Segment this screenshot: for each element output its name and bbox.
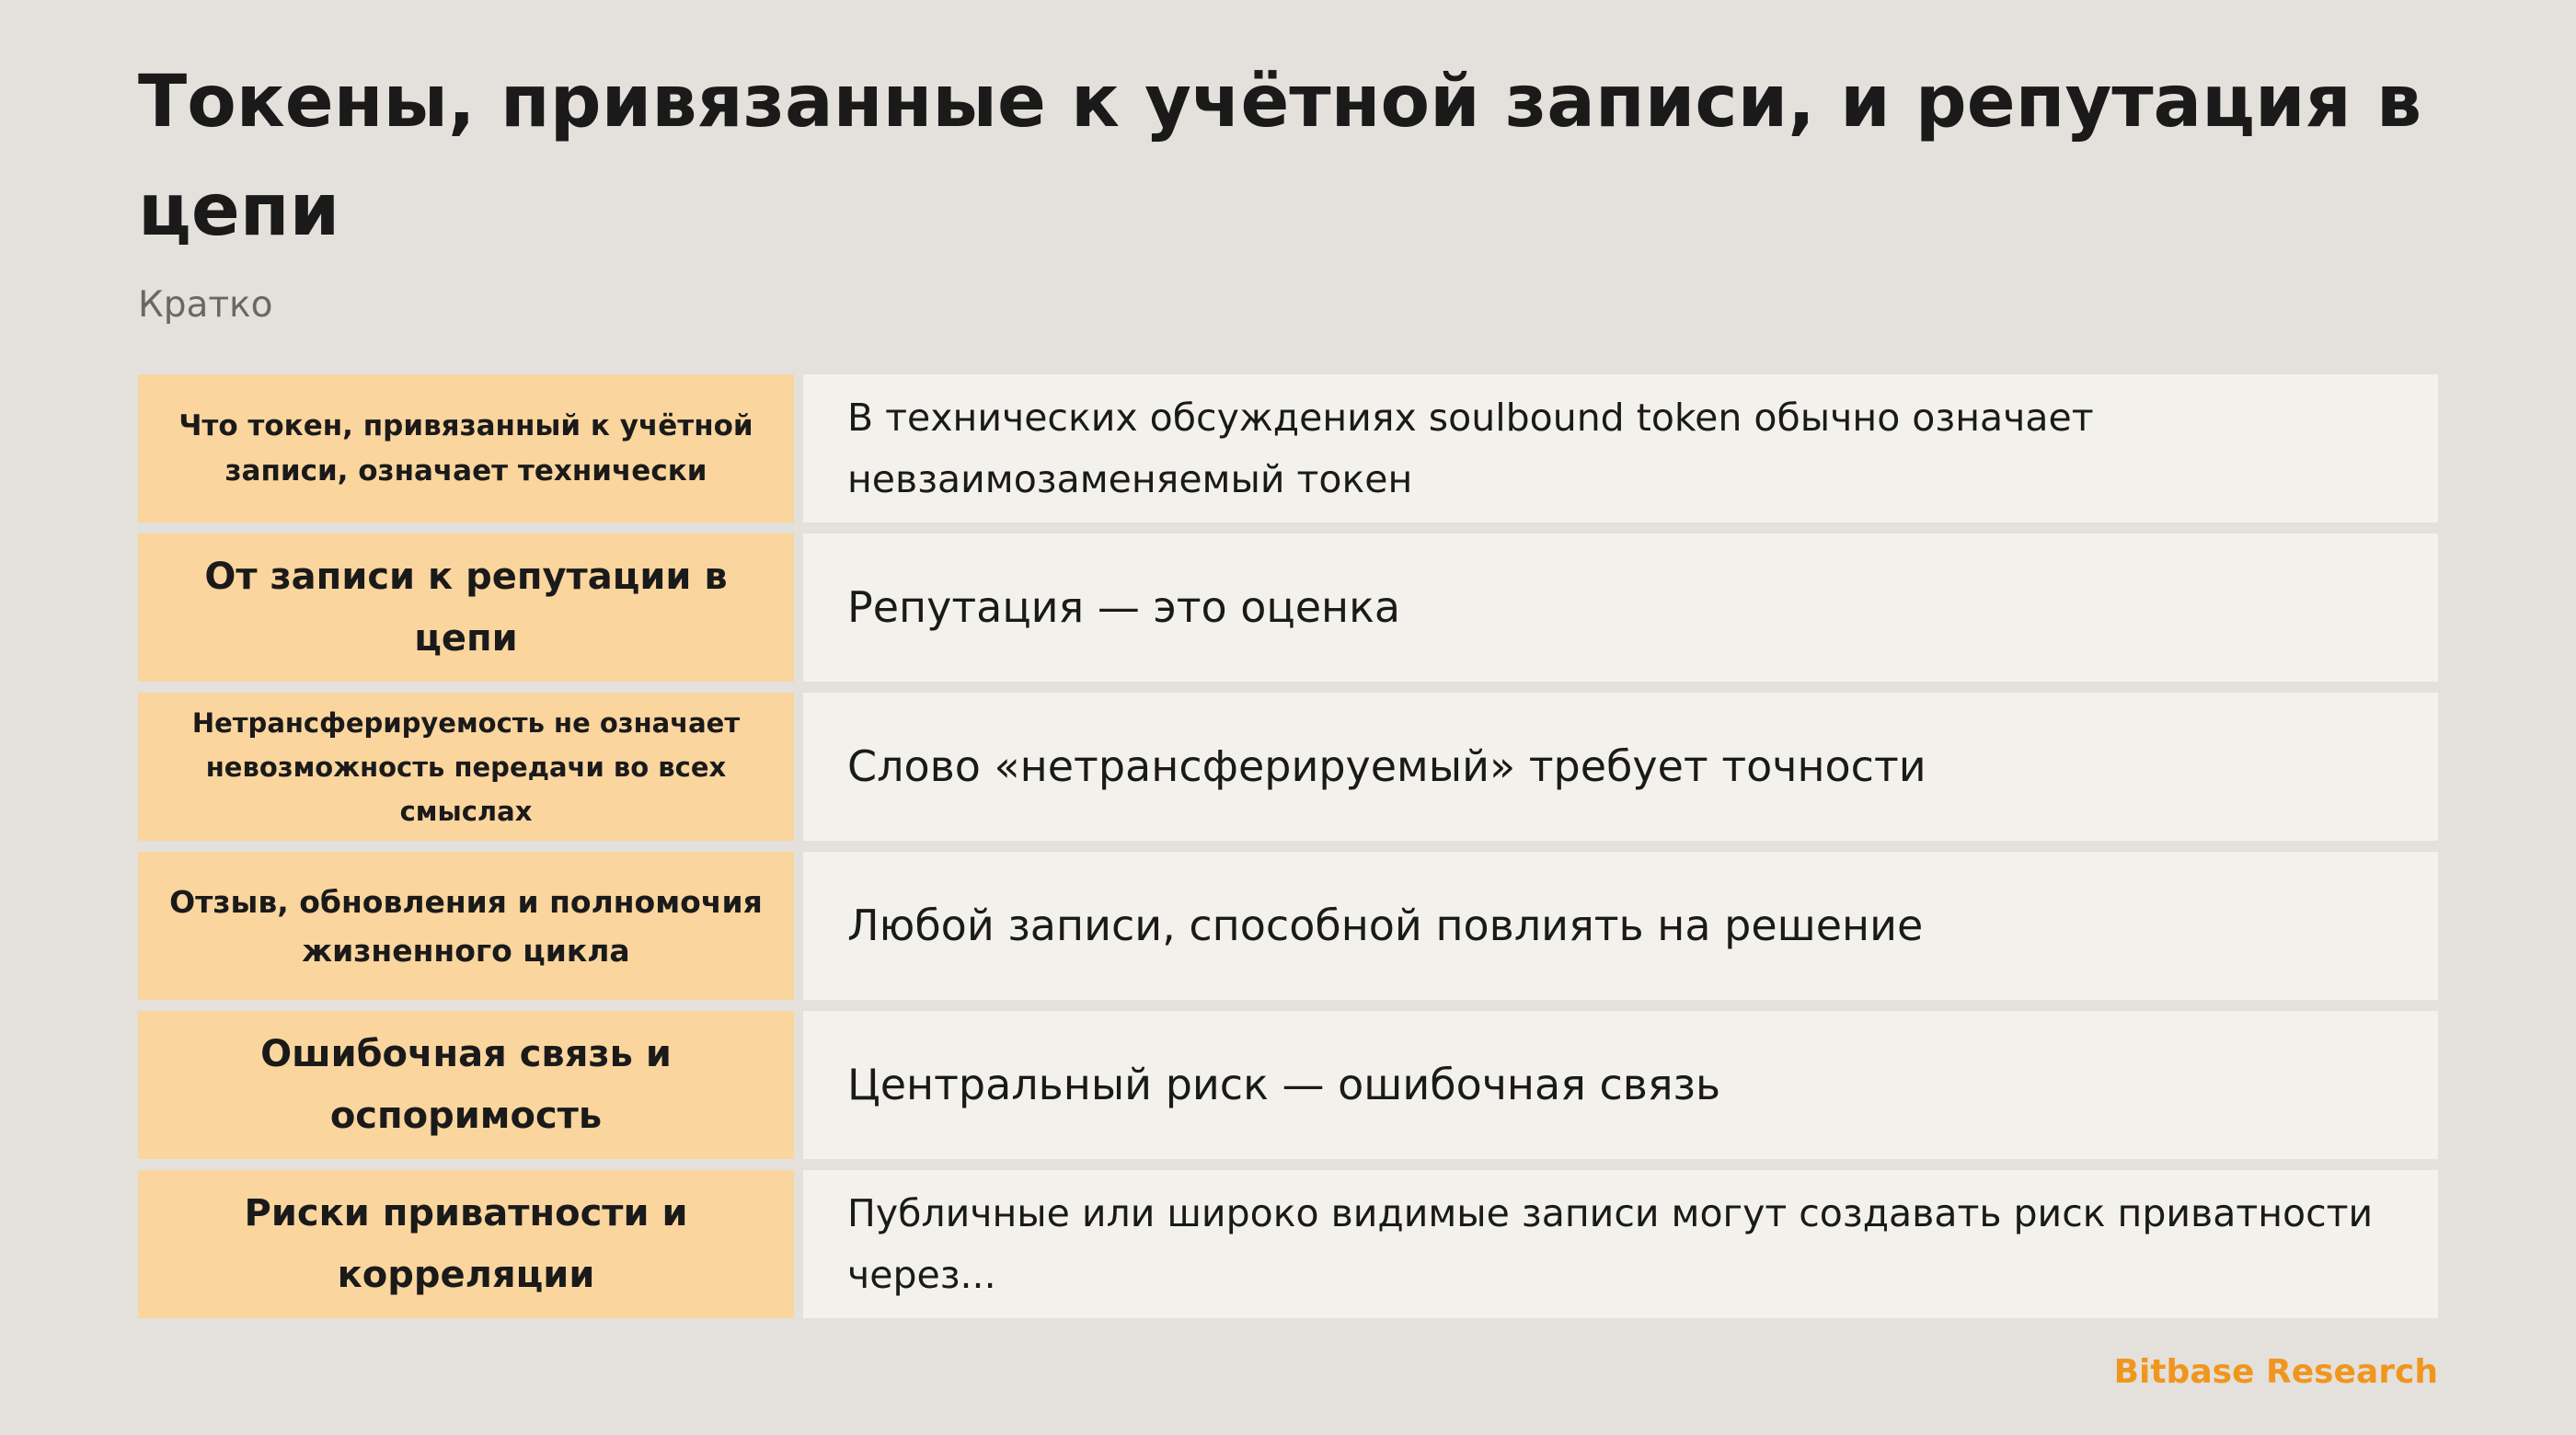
table-row bbox=[138, 1170, 2438, 1318]
page-subtitle: Кратко bbox=[138, 284, 273, 326]
slide bbox=[138, 0, 2438, 1435]
row-label: Что токен, привязанный к учётной записи, означает технически bbox=[138, 374, 794, 522]
row-value: Репутация — это оценка bbox=[803, 534, 2438, 682]
table-row bbox=[138, 1011, 2438, 1159]
row-label: Нетрансферируемость не означает невозможность передачи во всех смыслах bbox=[138, 693, 794, 841]
brand-logo: Bitbase Research bbox=[2113, 1353, 2438, 1391]
row-value: Слово «нетрансферируемый» требует точности bbox=[803, 693, 2438, 841]
row-label: Риски приватности и корреляции bbox=[138, 1170, 794, 1318]
table-row bbox=[138, 374, 2438, 522]
row-label: Отзыв, обновления и полномочия жизненного цикла bbox=[138, 852, 794, 1000]
table-row bbox=[138, 693, 2438, 841]
summary-table bbox=[138, 374, 2438, 1318]
row-value: В технических обсуждениях soulbound token обычно означает невзаимозаменяемый токен bbox=[803, 374, 2438, 522]
row-label: От записи к репутации в цепи bbox=[138, 534, 794, 682]
row-value: Публичные или широко видимые записи могут создавать риск приватности через... bbox=[803, 1170, 2438, 1318]
row-value: Центральный риск — ошибочная связь bbox=[803, 1011, 2438, 1159]
row-value: Любой записи, способной повлиять на решение bbox=[803, 852, 2438, 1000]
table-row bbox=[138, 852, 2438, 1000]
row-label: Ошибочная связь и оспоримость bbox=[138, 1011, 794, 1159]
page-title: Токены, привязанные к учётной записи, и репутация в цепи bbox=[138, 61, 2422, 252]
table-row bbox=[138, 534, 2438, 682]
